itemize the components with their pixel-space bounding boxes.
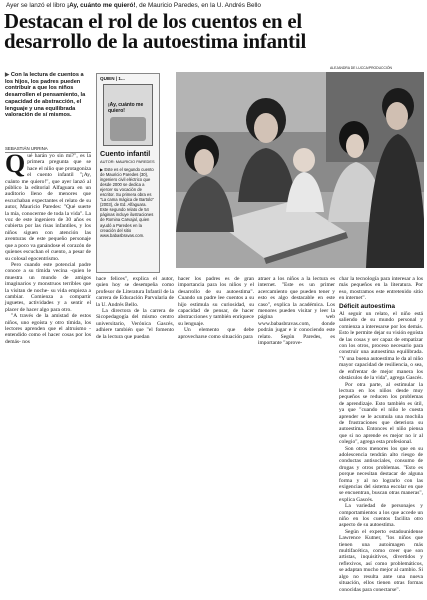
book-cover-image xyxy=(103,84,153,146)
col5-paragraph-1: char la tecnología para interesar a los más pequeños en la literatura. Por eso, mostramos este entretenido sitio en internet". xyxy=(339,276,423,302)
article-column-4 xyxy=(258,276,335,346)
col3-paragraph-1: hacer los padres es de gran importancia para los niños y el desarrollo de su autoestima". Cuando un padre lee cuentos a su hijo estimula su curiosidad, su capacidad de pensar, de hacer abstracciones y también enriquece su lenguaje. xyxy=(178,276,254,327)
book-info-box xyxy=(96,73,160,273)
col1-paragraph-3: "A través de la amistad de estos niños, uno egoísta y otro tímida, los lectores aprenden que el altruismo -entendido como el hacer cosas por los demás- nos xyxy=(5,313,91,345)
col1-paragraph-2: Pero cuando este potencial padre conoce a su tímida vecina -quien le muestra un mundo de amigos imaginarios y monstruos terribles que la visitan de noche- su vida empieza a cambiar. Comienza a compartir juguetes, actividades y a sentir el placer de hacer algo para otro. xyxy=(5,261,91,313)
article-column-2 xyxy=(96,276,174,340)
col1-paragraph-1 xyxy=(5,149,91,262)
box-text xyxy=(100,167,156,238)
dropcap-letter: Q xyxy=(5,149,26,178)
box-label: QUIEN | 1... xyxy=(100,76,125,81)
article-column-1 xyxy=(5,149,91,345)
photo-credit: ALEJANDRA DE LUCCA/PRODUCCIÓN xyxy=(330,66,392,70)
col5-paragraph-4: Son otros menores los que en su adolescencia tendrán alto riesgo de conductas antisociales, consumo de drogas y otros problemas. "Esto es porque necesitan destacar de alguna forma y al no lograrlo con las exigencias del sistema escolar en que se encuentran, buscan otras maneras", explica Gascés. xyxy=(339,445,423,503)
subhead-deficit-autoestima: Déficit autoestima xyxy=(339,302,395,310)
article-summary xyxy=(5,72,90,119)
col3-paragraph-2: Un elemento que debe aprovecharse como situación para xyxy=(178,327,254,340)
triangle-bullet-icon: ▶ xyxy=(100,167,105,172)
kicker-prefix: Ayer se lanzó el libro xyxy=(6,2,67,9)
summary-text: Con la lectura de cuentos a los hijos, los padres pueden contribuir a que los niños desarrollen el pensamiento, la capacidad de abstracción, el lenguaje y una equilibrada valoración de sí mismos. xyxy=(5,72,86,119)
col5-paragraph-2: Al seguir un relato, el niño está saliendo de su mundo personal y comienza a interesarse por los demás. Esto le permite dejar su visión egoísta de las cosas y ser capaz de empatizar con los otros, proceso necesario para construir una autoestima equilibrada. "Y una buena autoestima le da al niño mayor capacidad de resiliencia, o sea, de enfrentar de mejor manera los obstáculos de la vida", agrega Gascés. xyxy=(339,311,423,382)
article-kicker xyxy=(6,2,421,9)
box-text-body: Este es el segundo cuento de Mauricio Paredes (30), ingeniero civil eléctrico que desde 2000 se dedica a ejercer su vocación de escritor. Su primera obra es "La cama mágica de Bartolo" (2003), de Ed. Alfaguara. Este segundo relato de 54 páginas incluye ilustraciones de Romina Carvajal, quien ayudó a Paredes en la creación del sitio www.babasbravas.com. xyxy=(100,167,154,238)
article-headline xyxy=(4,12,423,52)
family-reading-photo xyxy=(176,72,424,268)
col5-paragraph-6: Según el experto estadounidense Lawrence Kutner, "los niños que tienen una autoimagen más multifacética, como creer que son artistas, inquisitivos, divertidos y reflexivos, así como problemáticos, se adaptan mucho mejor al cambio. Si algo no resulta ante una nueva situación, ellos tienen otras formas conocidas para conectarse". xyxy=(339,528,423,593)
box-author: AUTOR: MAURICIO PAREDES xyxy=(100,159,155,164)
photo-illustration xyxy=(176,72,424,268)
headline-line-2: desarrollo de la autoestima infantil xyxy=(4,30,307,53)
kicker-book-title: ¡Ay, cuánto me quieró! xyxy=(66,2,136,9)
col2-paragraph-1: hace felices", explica el autor, quien hoy se desempeña como profesor de Literatura Infantil de la carrera de Educación Parvularia de la U. Andrés Bello. xyxy=(96,276,174,308)
kicker-suffix: , de Mauricio Paredes, en la U. Andrés Bello xyxy=(135,2,261,9)
article-column-5 xyxy=(339,276,423,593)
box-title: Cuento infantil xyxy=(100,149,151,158)
col5-paragraph-3: Por otra parte, al estimular la lectura en los niños desde muy pequeños se reducen los problemas de aprendizaje. Esto también es útil, ya que "cuando el niño le cuesta aprender se le acumula una mochila de frustraciones que deteriora su autoestima. Entonces el niño piensa que si no aprende es mejor no ir al colegio", agrega esta profesional. xyxy=(339,381,423,446)
headline-line-1: Destacan el rol de los cuentos en el xyxy=(4,10,302,33)
book-cover-title: ¡Ay, cuánto me quiero! xyxy=(108,102,144,114)
article-column-3 xyxy=(178,276,254,340)
book-cover-illustration xyxy=(110,117,146,141)
col2-paragraph-2: La directora de la carrera de Sicopedagogía del mismo centro universitario, Verónica Gascés, adhiere también que "el fomento de la lectura que puedan xyxy=(96,308,174,340)
col5-paragraph-5: La variedad de personajes y comportamientos a los que accede un niño en los cuentos facilita otro aspecto de su autoestima. xyxy=(339,503,423,529)
triangle-bullet-icon: ▶ xyxy=(5,72,10,78)
col4-paragraph-1: atraer a los niños a la lectura es internet. "Este es un primer acercamiento que pueden tener y esto es algo destacable en este caso", explica la académica. Los menores pueden visitar y leer la página web www.babasbravas.com, donde podrán jugar e ir conociendo este relato. Según Paredes, es importante "aprove- xyxy=(258,276,335,347)
col1-p1-text: ué harán yo sin mí?", es la primera pregunta que se hace el niño que protagoniza el cuento infantil "¡Ay, cuánto me quiero!", que ayer lanzó al público la editorial Alfaguara en un auditorio lleno de menores que escuchaban expectantes el relato de su autor, Mauricio Paredes: "Qué suerte la mía, conocerme de toda la vida". La voz de este ingeniero de 30 años es cubierta por las risas infantiles, y los niños siguen con atención las aventuras de este pequeño personaje que a poco va ganándose el corazón de quienes escuchan el cuento, a pesar de su colosal egocentrismo. xyxy=(5,153,91,262)
byline: SEBASTIÁN URRINA xyxy=(5,146,91,153)
